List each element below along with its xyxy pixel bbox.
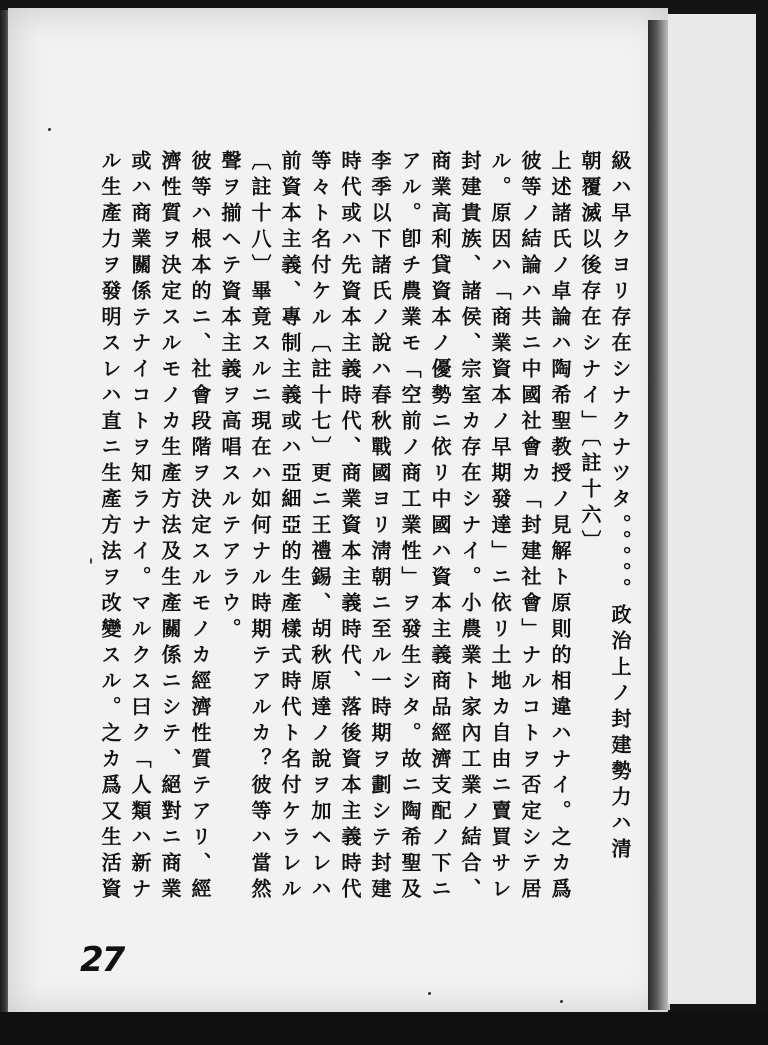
text-column: 濟性質ヲ決定スルモノカ生產方法及生產關係ニシテ、絕對ニ商業 — [158, 150, 182, 904]
vertical-text-block — [98, 150, 635, 915]
text-column: 〔註十八〕畢竟スルニ現在ハ如何ナル時期テアルカ？彼等ハ當然 — [248, 150, 272, 904]
dust-speck — [90, 558, 92, 564]
text-column: ル生產力ヲ發明スレハ直ニ生產方法ヲ改變スル。之カ爲又生活資 — [98, 150, 122, 904]
text-column: 時代或ハ先資本主義時代、商業資本主義時代、落後資本主義時代 — [338, 150, 362, 904]
text-column: 彼等ハ根本的ニ、社會段階ヲ決定スルモノカ經濟性質テアリ、經 — [188, 150, 212, 904]
text-column: 或ハ商業關係テナイコトヲ知ラナイ。マルクス曰ク「人類ハ新ナ — [128, 150, 152, 904]
text-column: 朝覆滅以後存在シナイ」〔註十六〕 — [578, 150, 602, 556]
text-column: ル。原因ハ「商業資本ノ早期發達」ニ依リ土地カ自由ニ賣買サレ — [488, 150, 512, 904]
adjacent-page-edge — [668, 14, 756, 1004]
text-column: 前資本主義、專制主義或ハ亞細亞的生產樣式時代ト名付ケラレル — [278, 150, 302, 904]
text-column: 級ハ早クヨリ存在シナクナツタ。。。。。政治上ノ封建勢力ハ清 — [608, 150, 632, 864]
text-column: 封建貴族、諸侯、宗室カ存在シナイ。小農業ト家內工業ノ結合、 — [458, 150, 482, 904]
text-column: 李季以下諸氏ノ說ハ春秋戰國ヨリ淸朝ニ至ル一時期ヲ劃シテ封建 — [368, 150, 392, 904]
dust-speck — [560, 1000, 563, 1003]
text-column: 聲ヲ揃ヘテ資本主義ヲ高唱スルテアラウ。 — [218, 150, 242, 644]
page-number: 27 — [80, 940, 124, 980]
scanner-background — [0, 1012, 768, 1045]
text-column: 上述諸氏ノ卓論ハ陶希聖教授ノ見解ト原則的相違ハナイ。之カ爲 — [548, 150, 572, 904]
text-column: アル。卽チ農業モ「空前ノ商工業性」ヲ發生シタ。故ニ陶希聖及 — [398, 150, 422, 904]
page-gutter-shadow — [648, 20, 670, 1010]
dust-speck — [48, 128, 51, 131]
text-column: 等々ト名付ケル〔註十七〕更ニ王禮錫、胡秋原達ノ說ヲ加ヘレハ — [308, 150, 332, 904]
text-column: 彼等ノ結論ハ共ニ中國社會カ「封建社會」ナルコトヲ否定シテ居 — [518, 150, 542, 904]
dust-speck — [428, 992, 431, 995]
text-column: 商業高利貸資本ノ優勢ニ依リ中國ハ資本主義商品經濟支配ノ下ニ — [428, 150, 452, 904]
